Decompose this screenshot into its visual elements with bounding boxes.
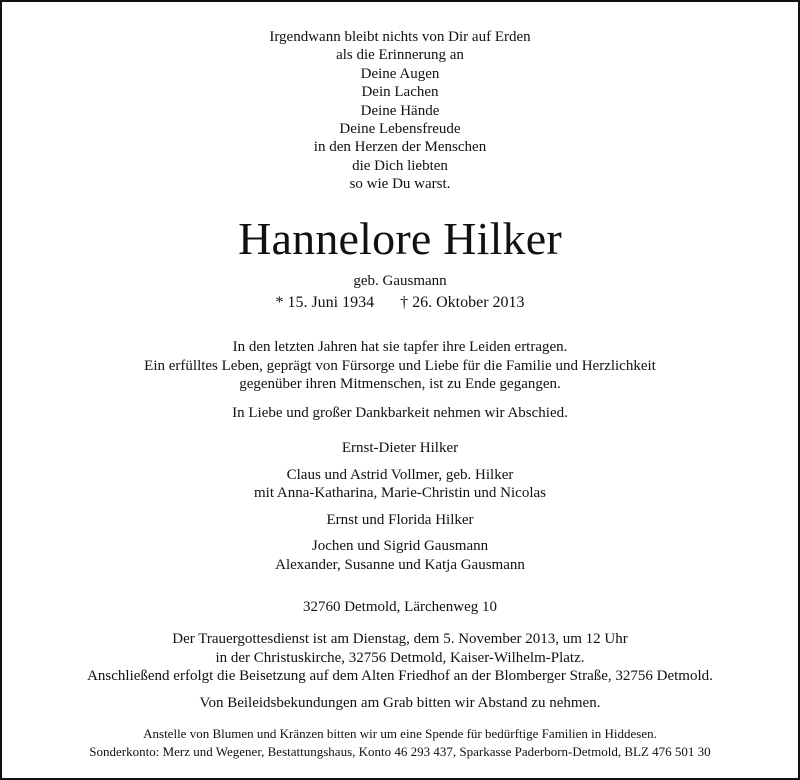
deceased-name: Hannelore Hilker [238,213,562,264]
mourner-line: Claus und Astrid Vollmer, geb. Hilker [286,466,514,483]
donation-note [2,725,798,760]
poem-line: Dein Lachen [361,84,439,101]
mourner-line: Ernst-Dieter Hilker [341,440,459,456]
service-line: in der Christuskirche, 32756 Detmold, Kaiser-Wilhelm-Platz. [215,649,585,666]
poem-line: Deine Augen [360,65,440,82]
death-date: † 26. Oktober 2013 [400,294,525,311]
mourner-group [2,466,798,503]
donation-account: Sonderkonto: Merz und Wegener, Bestattungshaus, Konto 46 293 437, Sparkasse Paderborn-Detmold, BLZ 476 501 30 [89,743,711,759]
life-dates [2,293,798,313]
poem-line: in den Herzen der Menschen [313,139,487,156]
tribute-line: Ein erfülltes Leben, geprägt von Fürsorge und Liebe für die Familie und Herzlichkeit [144,357,656,374]
birth-date: * 15. Juni 1934 [275,294,375,311]
service-line: Der Trauergottesdienst ist am Dienstag, dem 5. November 2013, um 12 Uhr [172,631,628,647]
donation-line: Anstelle von Blumen und Kränzen bitten wir um eine Spende für bedürftige Familien in Hiddesen. [143,726,657,741]
tribute-line: gegenüber ihren Mitmenschen, ist zu Ende gegangen. [239,376,561,392]
farewell-line: In Liebe und großer Dankbarkeit nehmen wir Abschied. [232,405,568,421]
mourner-group [2,511,798,530]
memorial-poem [2,28,798,194]
funeral-service-info [2,630,798,686]
mourner-line: mit Anna-Katharina, Marie-Christin und Nicolas [253,485,547,501]
mourner-line: Jochen und Sigrid Gausmann [311,538,489,554]
poem-line: Deine Lebensfreude [339,121,461,138]
tribute-line: In den letzten Jahren hat sie tapfer ihre Leiden ertragen. [232,339,568,355]
poem-line: Deine Hände [360,102,440,119]
mourner-line: Alexander, Susanne und Katja Gausmann [275,556,525,573]
tribute-text [2,338,798,394]
mourner-group [2,537,798,574]
poem-line: als die Erinnerung an [336,47,464,64]
mourner-line: Ernst und Florida Hilker [326,511,474,528]
poem-line: so wie Du warst. [349,176,451,193]
mourner-group [2,439,798,458]
service-line: Anschließend erfolgt die Beisetzung auf dem Alten Friedhof an der Blomberger Straße, 32756 Detmold. [87,668,713,684]
birth-name: geb. Gausmann [353,273,447,289]
family-address: 32760 Detmold, Lärchenweg 10 [302,599,498,615]
mourners-list [2,439,798,582]
poem-line: die Dich liebten [352,157,448,174]
condolence-note: Von Beileidsbekundungen am Grab bitten wir Abstand zu nehmen. [199,695,601,711]
poem-line: Irgendwann bleibt nichts von Dir auf Erden [269,29,531,45]
